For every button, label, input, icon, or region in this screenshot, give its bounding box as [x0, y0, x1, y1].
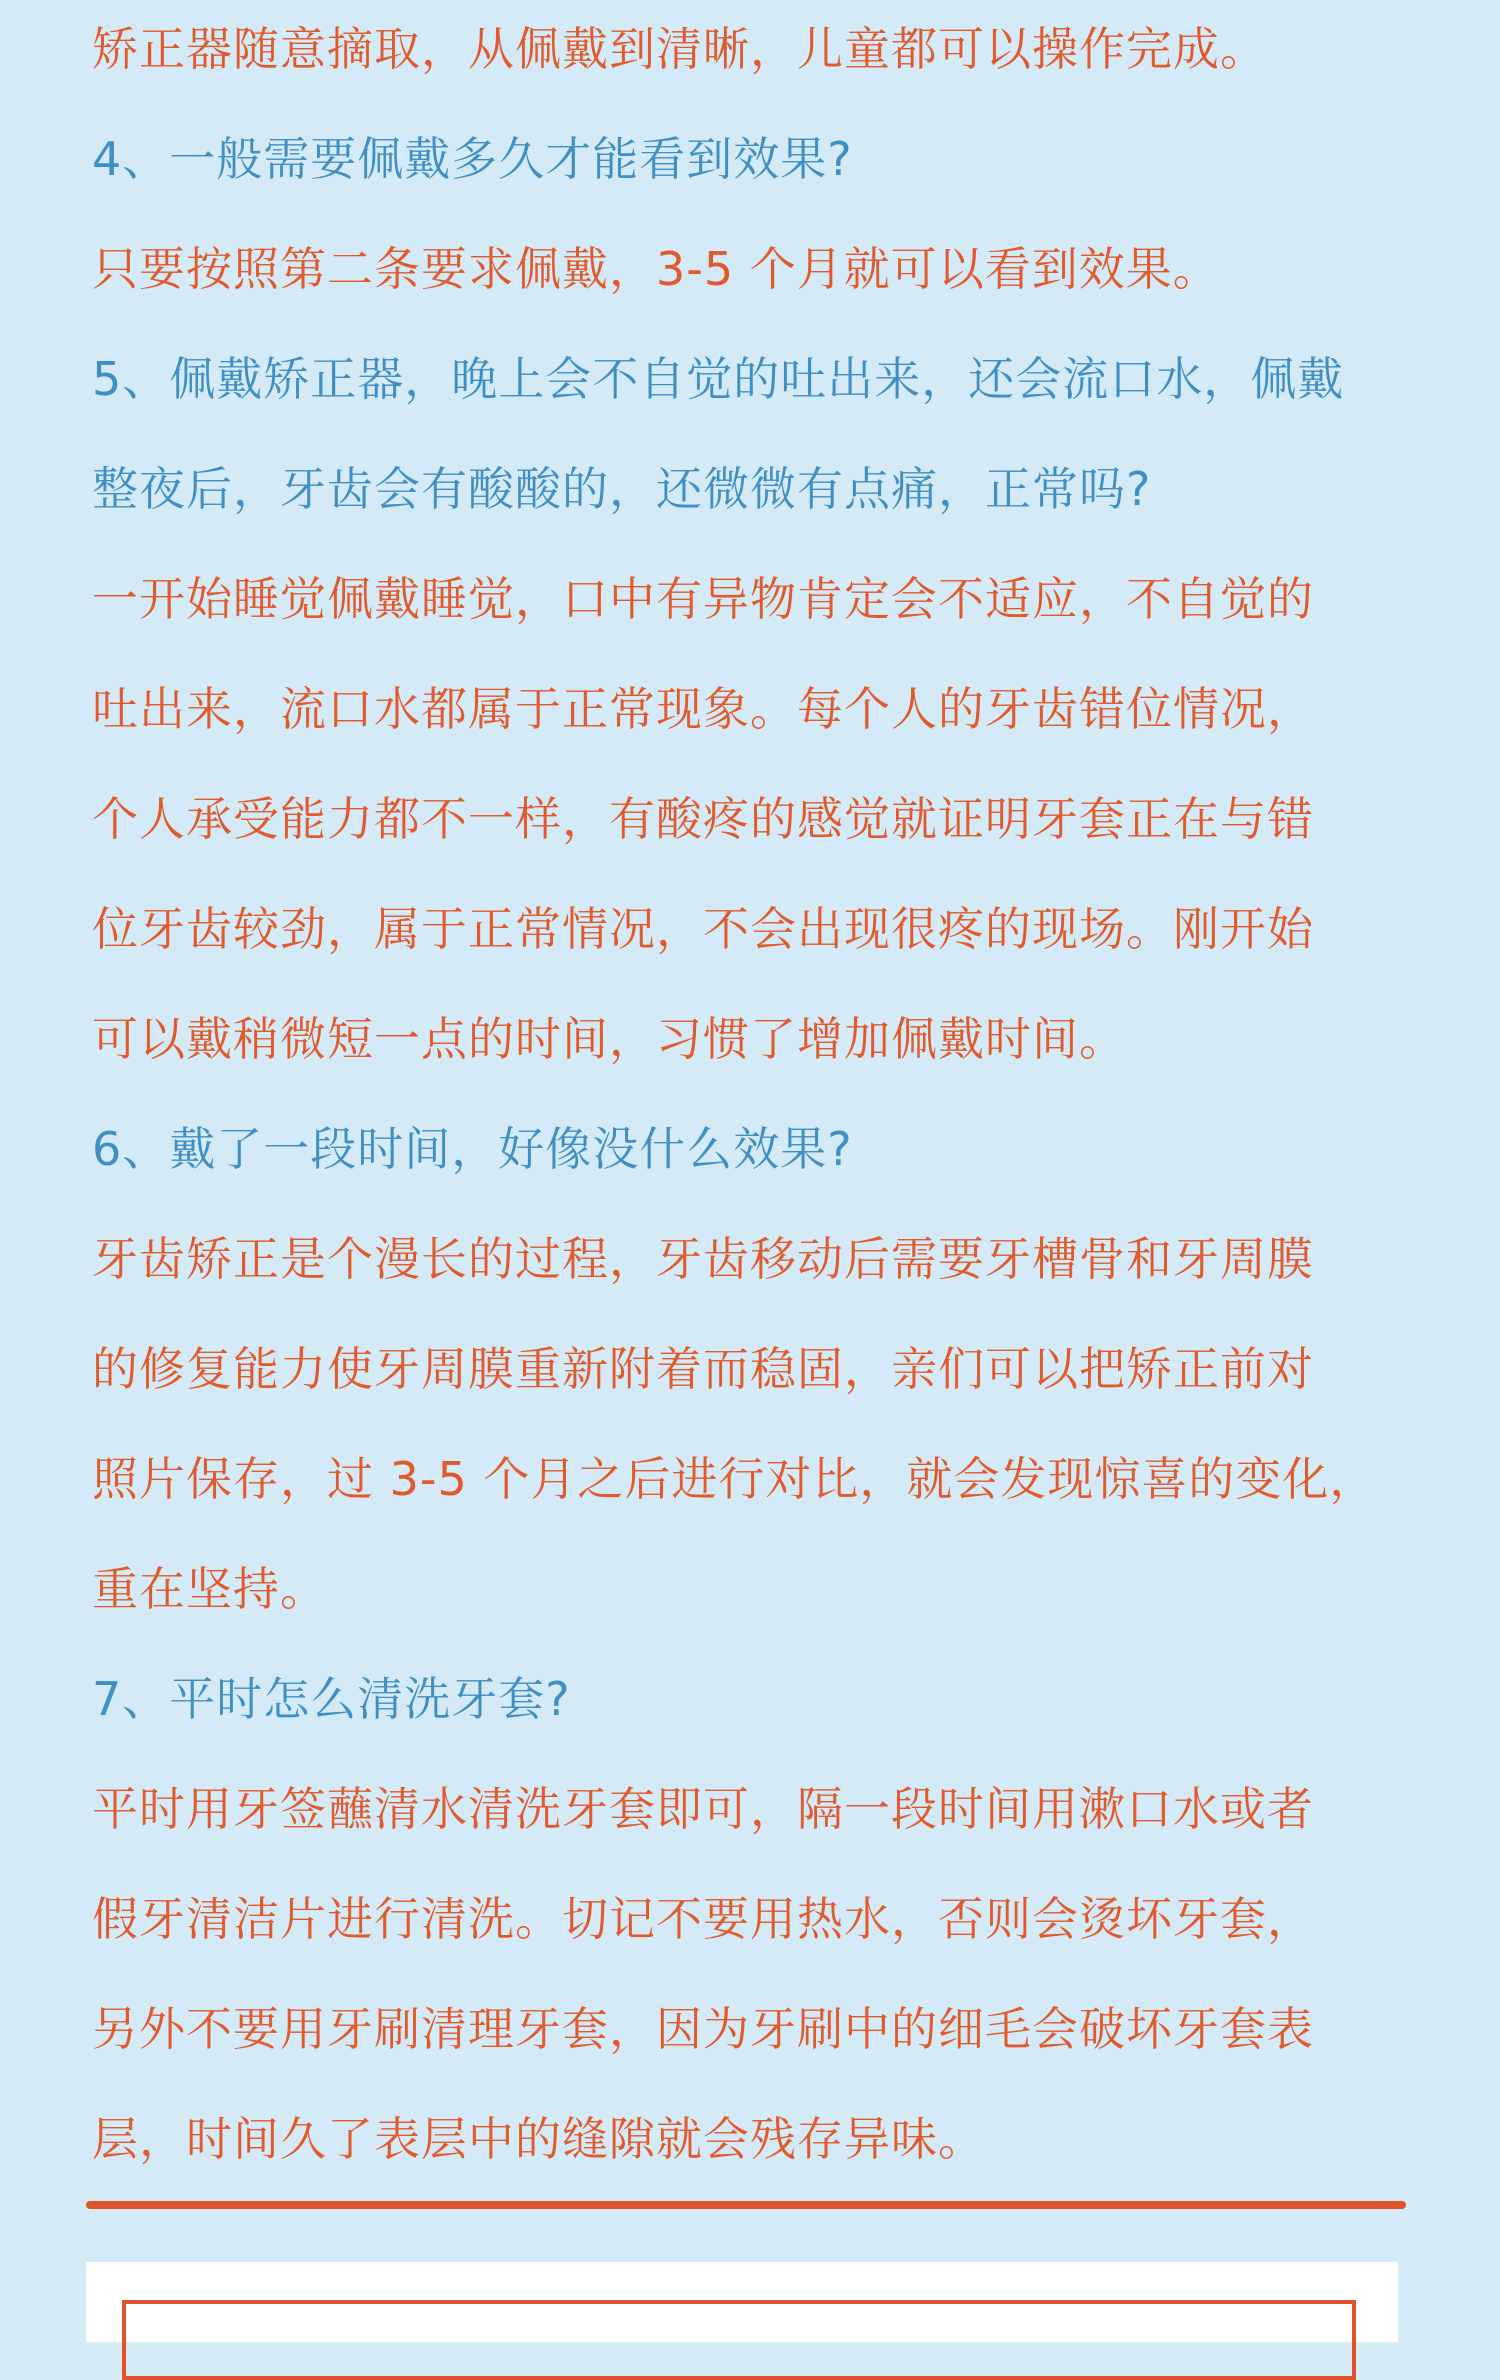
question-line: 7、平时怎么清洗牙套? [92, 1672, 571, 1726]
faq-content [92, 14, 1412, 2214]
answer-line: 个人承受能力都不一样，有酸疼的感觉就证明牙套正在与错 [92, 792, 1314, 846]
answer-line: 矫正器随意摘取，从佩戴到清晰，儿童都可以操作完成。 [92, 22, 1267, 76]
question-line: 5、佩戴矫正器，晚上会不自觉的吐出来，还会流口水，佩戴 [92, 352, 1345, 406]
answer-line: 另外不要用牙刷清理牙套，因为牙刷中的细毛会破坏牙套表 [92, 2002, 1314, 2056]
answer-line: 可以戴稍微短一点的时间，习惯了增加佩戴时间。 [92, 1012, 1126, 1066]
answer-line: 假牙清洁片进行清洗。切记不要用热水，否则会烫坏牙套， [92, 1892, 1314, 1946]
answer-line: 吐出来，流口水都属于正常现象。每个人的牙齿错位情况， [92, 682, 1314, 736]
next-section-card [86, 2262, 1398, 2342]
answer-line: 平时用牙签蘸清水清洗牙套即可，隔一段时间用漱口水或者 [92, 1782, 1314, 1836]
answer-line: 的修复能力使牙周膜重新附着而稳固，亲们可以把矫正前对 [92, 1342, 1314, 1396]
question-line: 整夜后，牙齿会有酸酸的，还微微有点痛，正常吗? [92, 462, 1152, 516]
question-line: 4、一般需要佩戴多久才能看到效果? [92, 132, 853, 186]
answer-line: 位牙齿较劲，属于正常情况，不会出现很疼的现场。刚开始 [92, 902, 1314, 956]
answer-line: 一开始睡觉佩戴睡觉，口中有异物肯定会不适应，不自觉的 [92, 572, 1314, 626]
answer-line: 照片保存，过 3-5 个月之后进行对比，就会发现惊喜的变化， [92, 1452, 1377, 1506]
answer-line: 重在坚持。 [92, 1562, 327, 1616]
answer-line: 牙齿矫正是个漫长的过程，牙齿移动后需要牙槽骨和牙周膜 [92, 1232, 1314, 1286]
answer-line: 层，时间久了表层中的缝隙就会残存异味。 [92, 2112, 985, 2166]
answer-line: 只要按照第二条要求佩戴，3-5 个月就可以看到效果。 [92, 242, 1220, 296]
question-line: 6、戴了一段时间，好像没什么效果? [92, 1122, 853, 1176]
section-divider [86, 2201, 1406, 2209]
card-red-frame [122, 2300, 1356, 2380]
